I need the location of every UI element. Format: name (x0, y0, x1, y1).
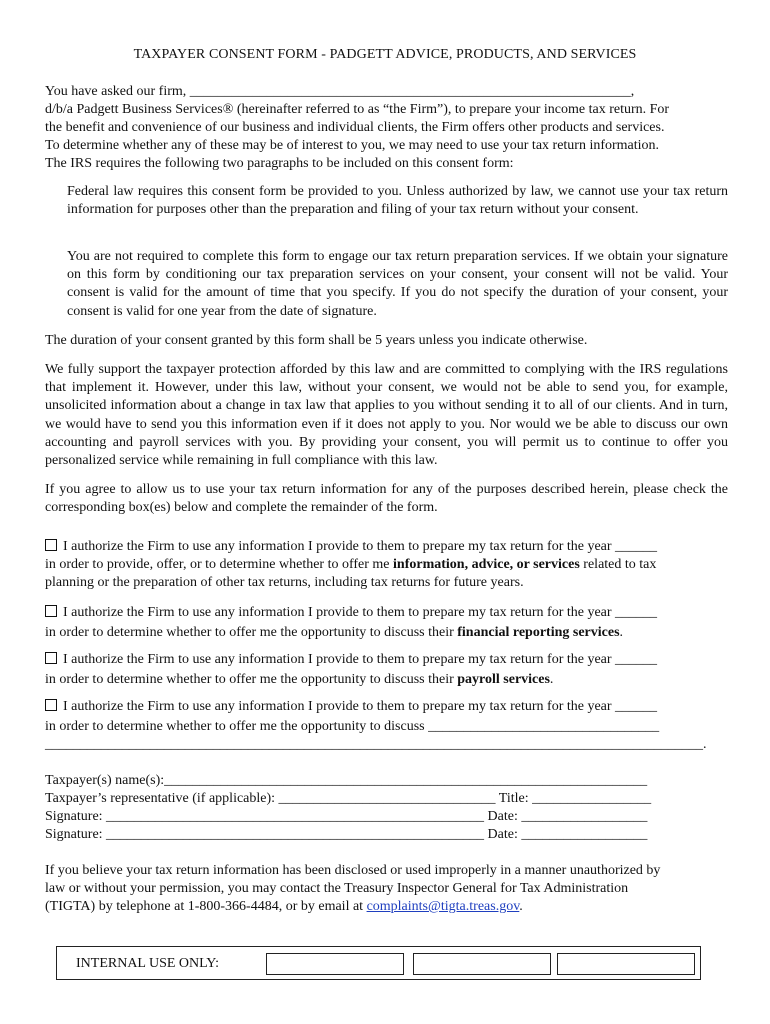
tigta-line-2: law or without your permission, you may contact the Treasury Inspector General for Tax Administration (45, 881, 629, 896)
intro-line-1: You have asked our firm, _______________________________________________________________, (45, 84, 635, 99)
other-service-field-continued[interactable]: ______________________________________________________________________________________________. (45, 737, 707, 752)
internal-use-field-2[interactable] (413, 953, 551, 975)
option-line-2: in order to determine whether to offer me the opportunity to discuss their (45, 672, 458, 687)
option-line-2-end: related to tax (579, 557, 657, 572)
internal-use-box (56, 946, 701, 980)
tigta-paragraph (45, 862, 728, 916)
representative-title-field[interactable]: Taxpayer’s representative (if applicable): _______________________________ Title: _________________ (45, 791, 652, 806)
option-line-2-end: . (549, 672, 554, 687)
option-emphasis: information, advice, or services (393, 557, 580, 572)
option-line-1: I authorize the Firm to use any information I provide to them to prepare my tax return for the year ______ (63, 539, 658, 554)
internal-use-field-1[interactable] (266, 953, 404, 975)
consent-option-other (45, 698, 728, 754)
consent-option-payroll (45, 651, 728, 689)
tax-planning-checkbox[interactable] (45, 539, 57, 551)
consent-option-financial-reporting (45, 604, 728, 642)
option-line-1: I authorize the Firm to use any information I provide to them to prepare my tax return for the year ______ (63, 699, 658, 714)
form-title: TAXPAYER CONSENT FORM - PADGETT ADVICE, PRODUCTS, AND SERVICES (133, 47, 637, 62)
tigta-line-3-end: . (519, 899, 523, 914)
option-line-3: planning or the preparation of other tax returns, including tax returns for future years. (45, 575, 524, 590)
intro-line-4: To determine whether any of these may be of interest to you, we may need to use your tax return information. (45, 138, 660, 153)
intro-line-2: d/b/a Padgett Business Services® (hereinafter referred to as “the Firm”), to prepare your income tax return. For (45, 102, 670, 117)
option-line-1: I authorize the Firm to use any information I provide to them to prepare my tax return for the year ______ (63, 605, 658, 620)
financial-reporting-checkbox[interactable] (45, 605, 57, 617)
signature-date-field-2[interactable]: Signature: ______________________________________________________ Date: __________________ (45, 827, 648, 842)
other-service-checkbox[interactable] (45, 699, 57, 711)
option-line-2: in order to provide, offer, or to determine whether to offer me (45, 557, 394, 572)
option-emphasis: payroll services (457, 672, 550, 687)
option-line-1: I authorize the Firm to use any information I provide to them to prepare my tax return for the year ______ (63, 652, 658, 667)
agree-paragraph: If you agree to allow us to use your tax return information for any of the purposes described herein, please check the corresponding box(es) below and complete the remainder of the form. (45, 482, 728, 516)
option-line-2: in order to determine whether to offer me the opportunity to discuss their (45, 625, 458, 640)
intro-line-5: The IRS requires the following two paragraphs to be included on this consent form: (45, 156, 514, 171)
option-emphasis: financial reporting services (457, 625, 620, 640)
support-paragraph: We fully support the taxpayer protection afforded by this law and are committed to complying with the IRS regulations that implement it. However, under this law, without your consent, we would not be able to send you, for example, unsolicited information about a change in tax law that applies to you without sending it to all of our clients. And in turn, we would have to send you this information even if it does not apply to you. Nor would we be able to discuss our own accounting and payroll services with you. By providing your consent, you will permit us to continue to offer you personalized service while remaining in full compliance with this law. (45, 362, 728, 469)
option-line-2-end: . (619, 625, 624, 640)
intro-paragraph (45, 83, 728, 173)
consent-option-tax-planning (45, 538, 728, 592)
irs-paragraph-2: You are not required to complete this form to engage our tax return preparation services. If we obtain your signature on this form by conditioning our tax preparation services on your consent, your consent will not be valid. Your consent is valid for the amount of time that you specify. If you do not specify the duration of your consent, your consent is valid for one year from the date of signature. (67, 249, 728, 319)
irs-paragraph-1: Federal law requires this consent form be provided to you. Unless authorized by law, we cannot use your tax return information for purposes other than the preparation and filing of your tax return without your consent. (67, 184, 728, 218)
internal-use-field-3[interactable] (557, 953, 695, 975)
internal-use-label: INTERNAL USE ONLY: (76, 956, 220, 971)
tigta-line-3: (TIGTA) by telephone at 1-800-366-4484, or by email at (45, 899, 367, 914)
signature-date-field-1[interactable]: Signature: ______________________________________________________ Date: __________________ (45, 809, 648, 824)
tigta-line-1: If you believe your tax return information has been disclosed or used improperly in a manner unauthorized by (45, 863, 661, 878)
tigta-email-link[interactable]: complaints@tigta.treas.gov (366, 899, 520, 914)
payroll-checkbox[interactable] (45, 652, 57, 664)
other-service-field[interactable]: in order to determine whether to offer me the opportunity to discuss _________________________________ (45, 719, 660, 734)
intro-line-3: the benefit and convenience of our business and individual clients, the Firm offers other products and services. (45, 120, 665, 135)
duration-statement: The duration of your consent granted by this form shall be 5 years unless you indicate otherwise. (45, 333, 588, 348)
taxpayer-names-field[interactable]: Taxpayer(s) name(s):_____________________________________________________________________ (45, 773, 648, 788)
